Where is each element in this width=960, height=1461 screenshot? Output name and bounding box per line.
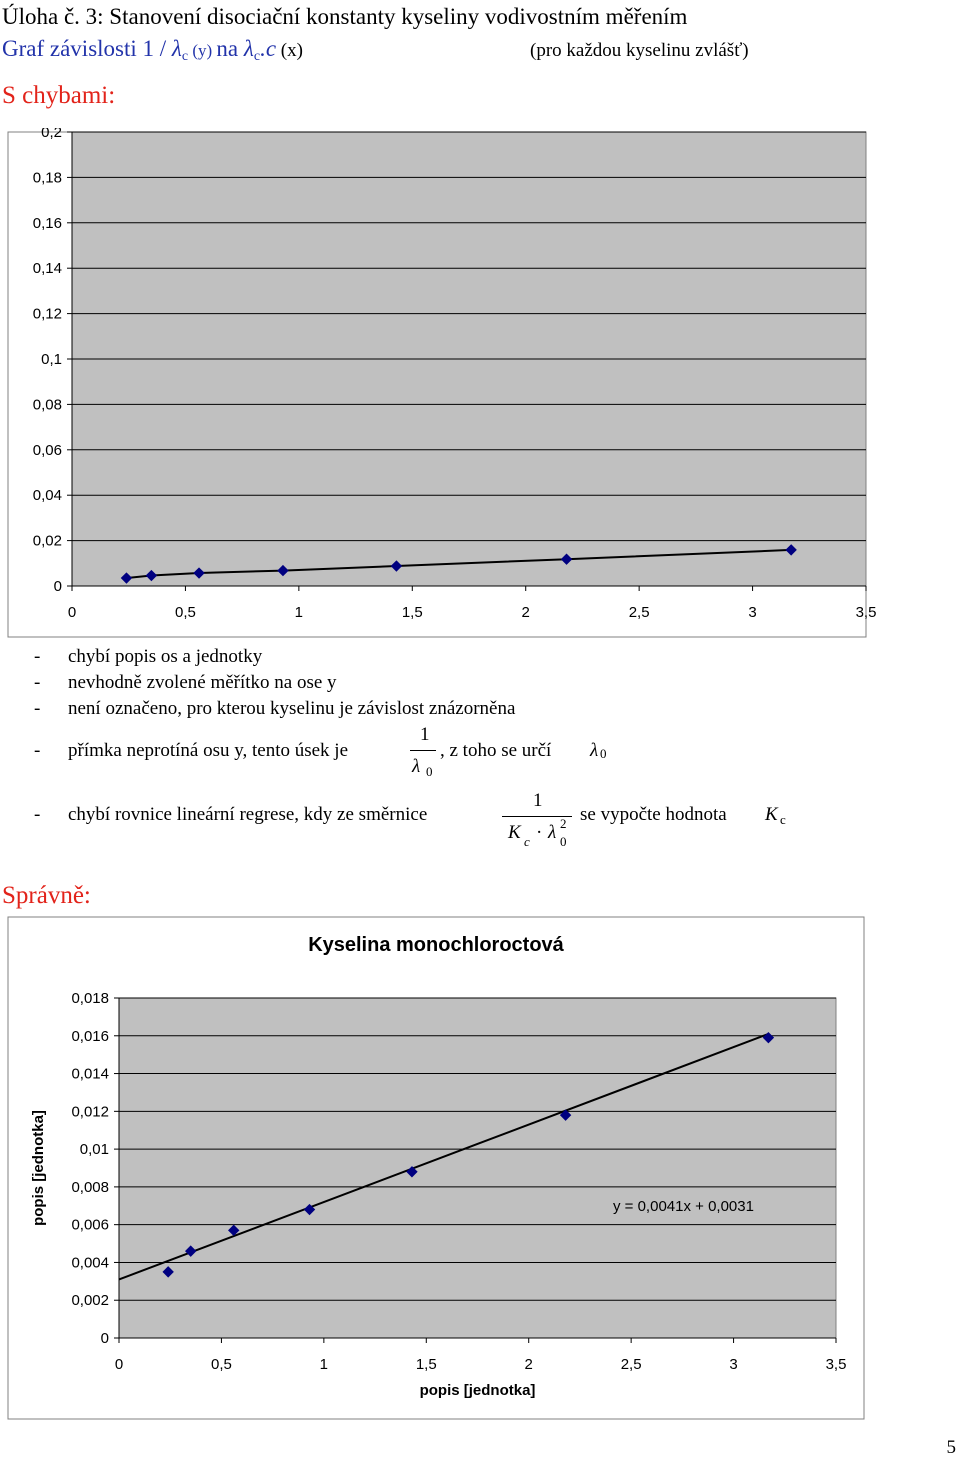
- x-tick-label: 1,5: [415, 1356, 437, 1373]
- error-item-5: [0, 786, 960, 856]
- x-tick-label: 3: [748, 604, 757, 621]
- x-tick-label: 1,5: [401, 604, 423, 621]
- lambda-symbol: λ: [171, 36, 182, 61]
- y-axis-title: popis [jednotka]: [30, 1110, 47, 1226]
- x-tick-label: 3,5: [855, 604, 877, 621]
- x-axis-hint: (x): [276, 40, 303, 61]
- trendline-equation: y = 0,0041x + 0,0031: [613, 1198, 754, 1215]
- x-tick-label: 1: [319, 1356, 329, 1373]
- y-tick-label: 0,14: [32, 260, 62, 278]
- fraction-dot: ·: [536, 822, 543, 843]
- section-with-errors: S chybami:: [2, 82, 116, 109]
- x-tick-label: 0,5: [210, 1356, 232, 1373]
- chart-correct: [0, 912, 960, 1424]
- fraction-lambda-sub: 0: [560, 834, 567, 849]
- error-item-3: [0, 698, 960, 720]
- y-tick-label: 0,016: [71, 1027, 109, 1045]
- fraction-k: K: [508, 822, 521, 843]
- y-tick-label: 0,014: [71, 1065, 109, 1083]
- y-tick-label: 0,12: [32, 305, 62, 323]
- y-tick-label: 0,06: [32, 441, 62, 459]
- error-dash: -: [34, 740, 41, 761]
- fraction-numerator: 1: [533, 790, 543, 811]
- y-tick-label: 0,08: [32, 396, 62, 414]
- y-tick-label: 0,012: [71, 1103, 109, 1121]
- y-axis-hint: (y): [188, 41, 217, 60]
- page-title: Úloha č. 3: Stanovení disociační konstanty kyseliny vodivostním měřením: [2, 4, 688, 29]
- lambda-zero-sub: 0: [600, 746, 607, 761]
- y-tick-label: 0,002: [71, 1292, 109, 1310]
- y-tick-label: 0: [53, 578, 62, 595]
- fraction-numerator: 1: [420, 724, 430, 745]
- dot-c: .c: [260, 36, 277, 61]
- error-dash: -: [34, 672, 41, 693]
- y-tick-label: 0: [100, 1330, 109, 1347]
- fraction-denominator: λ: [412, 756, 421, 777]
- page-number: 5: [946, 1437, 956, 1458]
- x-tick-label: 0: [114, 1356, 124, 1373]
- x-tick-label: 2,5: [620, 1356, 642, 1373]
- y-tick-label: 0,1: [41, 351, 62, 368]
- fraction-bar: [410, 750, 436, 751]
- error-item-1: [0, 646, 960, 668]
- x-tick-label: 0,5: [174, 604, 196, 621]
- error-text: není označeno, pro kterou kyselinu je závislost znázorněna: [68, 698, 516, 719]
- x-tick-label: 2,5: [628, 604, 650, 621]
- x-axis-title: popis [jednotka]: [419, 1382, 536, 1399]
- error-text: nevhodně zvolené měřítko na ose y: [68, 672, 337, 693]
- section-correct: Správně:: [2, 882, 91, 909]
- y-tick-label: 0,006: [71, 1216, 109, 1234]
- y-tick-label: 0,02: [32, 532, 62, 550]
- y-tick-label: 0,008: [71, 1178, 109, 1196]
- error-dash: -: [34, 698, 41, 719]
- y-tick-label: 0,01: [79, 1141, 109, 1159]
- chart-title: Kyselina monochloroctová: [308, 934, 564, 956]
- y-tick-label: 0,2: [41, 128, 62, 141]
- y-tick-label: 0,04: [32, 487, 62, 505]
- fraction-k-sub: c: [524, 834, 530, 849]
- error-dash: -: [34, 646, 41, 667]
- lambda-subscript-2: c: [253, 49, 261, 64]
- chart-with-errors: [0, 128, 960, 640]
- x-tick-label: 0: [67, 604, 77, 621]
- fraction-lambda-sup: 2: [560, 816, 567, 831]
- x-tick-label: 2: [524, 1356, 533, 1373]
- error-item-4: [0, 724, 960, 790]
- lambda-symbol-2: λ: [243, 36, 254, 61]
- fraction-lambda: λ: [548, 822, 557, 843]
- error-text: chybí popis os a jednotky: [68, 646, 263, 667]
- y-tick-label: 0,004: [71, 1254, 109, 1272]
- lambda-zero: λ: [590, 740, 599, 761]
- fraction-denominator-sub: 0: [426, 764, 433, 779]
- per-acid-note: (pro každou kyselinu zvlášť): [530, 40, 749, 61]
- k-symbol: K: [765, 804, 778, 825]
- error-text-after: , z toho se určí: [440, 740, 552, 761]
- x-tick-label: 3,5: [825, 1356, 847, 1373]
- x-tick-label: 3: [729, 1356, 738, 1373]
- error-dash: -: [34, 804, 41, 825]
- y-tick-label: 0,018: [71, 990, 109, 1007]
- k-symbol-sub: c: [780, 812, 786, 827]
- y-tick-label: 0,16: [32, 214, 62, 232]
- error-text: chybí rovnice lineární regrese, kdy ze směrnice: [68, 804, 428, 825]
- error-text-after: se vypočte hodnota: [580, 804, 727, 825]
- lambda-subscript: c: [181, 49, 189, 64]
- x-tick-label: 1: [294, 604, 304, 621]
- na-word: na: [216, 36, 244, 61]
- graph-heading-prefix: Graf závislosti 1 /: [2, 36, 172, 61]
- error-text: přímka neprotíná osu y, tento úsek je: [68, 740, 349, 761]
- graph-heading: [2, 36, 749, 65]
- error-item-2: [0, 672, 960, 694]
- y-tick-label: 0,18: [32, 169, 62, 187]
- x-tick-label: 2: [521, 604, 530, 621]
